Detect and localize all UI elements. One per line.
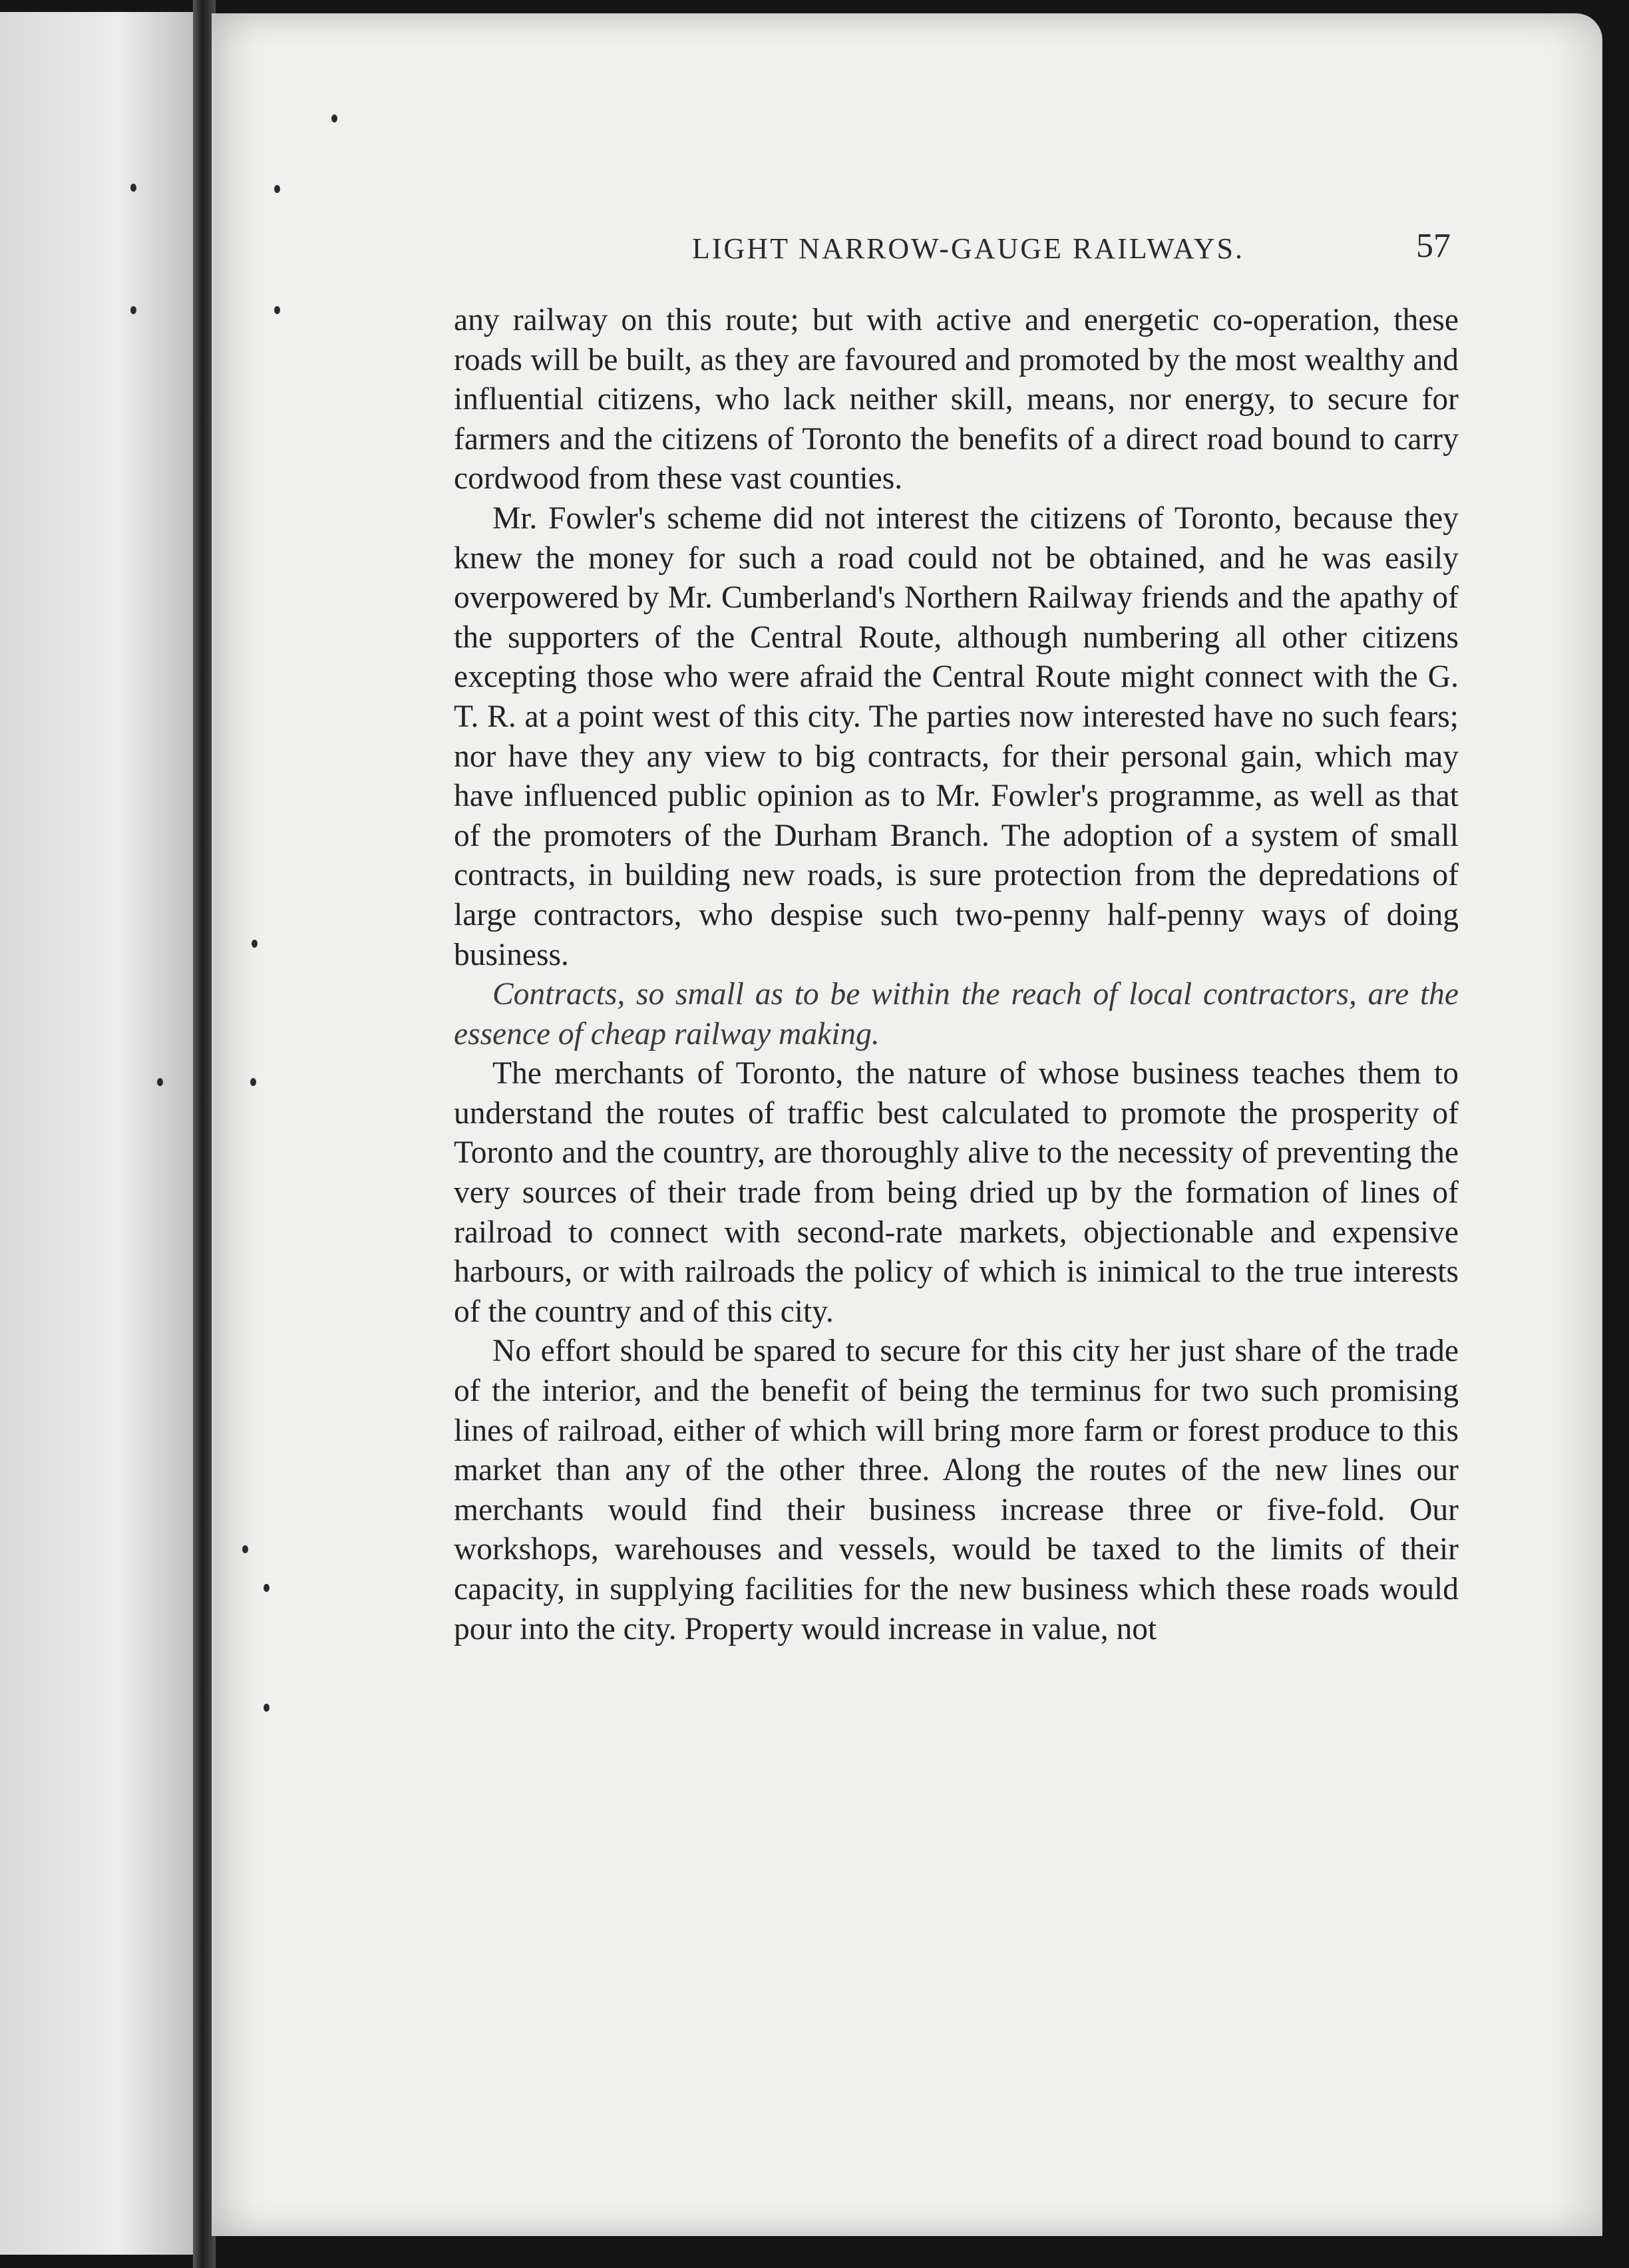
left-page-edge bbox=[0, 12, 200, 2255]
paragraph-continuation: any railway on this route; but with active and energetic co-operation, these roads will be built, as they are favoured and promoted by the most wealthy and influential citizens, who lack neither skill, means, nor energy, to secure for farmers and the citizens of Toronto the benefits of a direct road bound to carry cordwood from these vast counties. bbox=[454, 303, 1459, 496]
paragraph-italic-maxim: Contracts, so small as to be within the reach of local contractors, are the essence of cheap railway making. bbox=[454, 977, 1459, 1051]
margin-mark bbox=[242, 1545, 248, 1553]
margin-mark bbox=[130, 306, 136, 314]
paragraph-merchants: The merchants of Toronto, the nature of whose business teaches them to understand the routes of traffic best calculated to promote the prosperity of Toronto and the country, are thoroughly alive to the necessity of preventing the very sources of their trade from being dried up by the formation of lines of railroad to connect with second-rate markets, objectionable and expensive harbours, or with railroads the policy of which is inimical to the true interests of the country and of this city. bbox=[454, 1056, 1459, 1329]
page-number: 57 bbox=[1416, 227, 1451, 265]
margin-mark bbox=[331, 114, 337, 122]
margin-mark bbox=[157, 1078, 163, 1086]
margin-mark bbox=[252, 940, 258, 948]
margin-mark bbox=[264, 1704, 270, 1712]
margin-mark bbox=[274, 185, 280, 193]
margin-mark bbox=[264, 1584, 270, 1592]
margin-mark bbox=[250, 1078, 256, 1086]
page-body bbox=[454, 301, 1459, 1649]
margin-mark bbox=[274, 306, 280, 314]
margin-mark bbox=[130, 184, 136, 192]
paragraph-fowler-scheme: Mr. Fowler's scheme did not interest the citizens of Toronto, because they knew the money for such a road could not be obtained, and he was easily overpowered by Mr. Cumberland's Northern Railway friends and the apathy of the supporters of the Central Route, although numbering all other citizens excepting those who were afraid the Central Route might connect with the G. T. R. at a point west of this city. The parties now interested have no such fears; nor have they any view to big contracts, for their personal gain, which may have influenced public opinion as to Mr. Fowler's programme, as well as that of the promoters of the Durham Branch. The adoption of a system of small contracts, in building new roads, is sure protection from the depredations of large contractors, who despise such two-penny half-penny ways of doing business. bbox=[454, 500, 1459, 972]
running-head: LIGHT NARROW-GAUGE RAILWAYS. bbox=[692, 232, 1244, 265]
paragraph-no-effort: No effort should be spared to secure for this city her just share of the trade of the interior, and the benefit of being the terminus for two such promising lines of railroad, either of which will bring more farm or forest produce to this market than any of the other three. Along the routes of the new lines our merchants would find their business increase three or five-fold. Our workshops, warehouses and vessels, would be taxed to the limits of their capacity, in supplying facilities for the new business which these roads would pour into the city. Property would increase in value, not bbox=[454, 1334, 1459, 1646]
